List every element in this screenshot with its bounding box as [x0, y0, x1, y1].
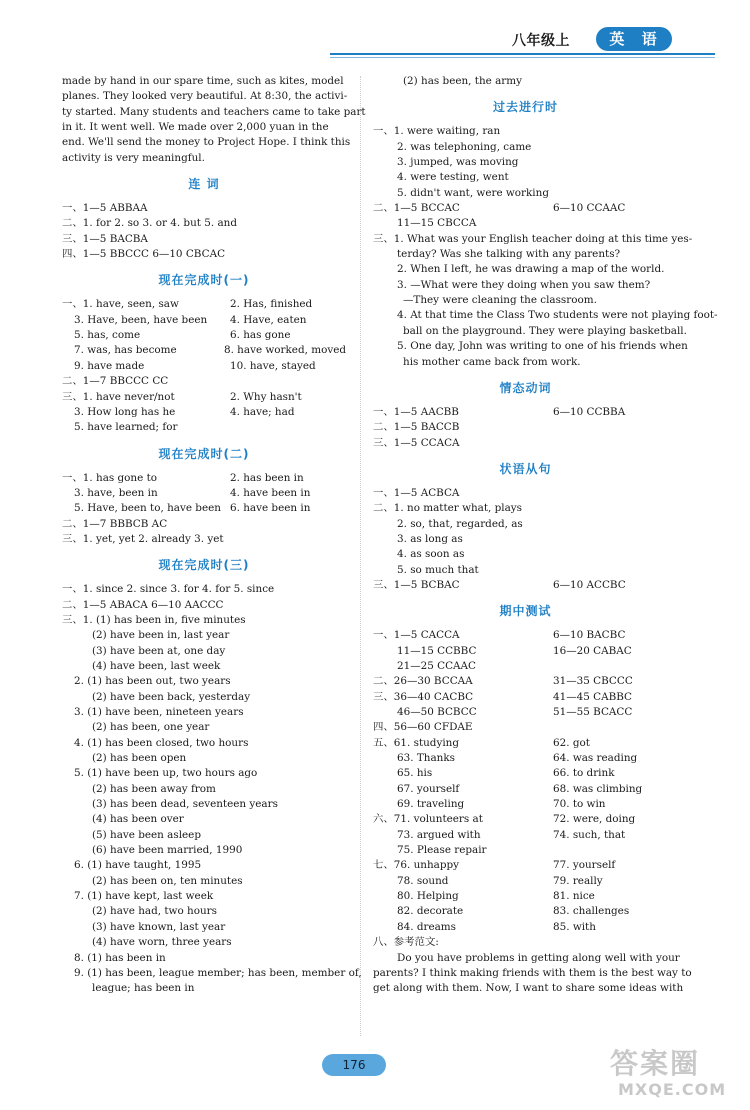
answer-cell: 3. have, been in [74, 486, 158, 499]
answer-row [62, 343, 346, 358]
answer-cell: 65. his [397, 767, 433, 780]
answer-cell: 67. yourself [397, 782, 460, 795]
midterm-test-answers [373, 628, 692, 996]
answer-line: 4. as soon as [397, 548, 465, 561]
section-title-present-perfect-3: 现在完成时(三) [158, 558, 250, 573]
answer-line: (3) have known, last year [92, 920, 226, 933]
answer-line: (6) have been married, 1990 [92, 844, 243, 857]
essay-line: ty started. Many students and teachers came to take part [62, 105, 366, 118]
answer-row [373, 674, 678, 689]
answer-cell: 一、1—5 CACCA [373, 629, 460, 642]
answer-line: 一、1. were waiting, ran [373, 125, 501, 138]
answer-row [62, 328, 346, 343]
answer-row [373, 828, 678, 843]
present-perfect-3-answers [62, 582, 362, 996]
answer-line: 4. At that time the Class Two students were not playing foot- [397, 309, 718, 322]
answer-cell: 4. have; had [230, 405, 295, 418]
answer-cell: 83. challenges [553, 905, 630, 918]
answer-cell: 七、76. unhappy [373, 859, 460, 872]
answer-cell: 6—10 ACCBC [553, 578, 626, 591]
answer-line: 5. One day, John was writing to one of his friends when [397, 340, 688, 353]
answer-line: 三、1—5 BACBA [62, 232, 148, 245]
watermark-logo [610, 1048, 745, 1106]
answer-row [373, 736, 678, 751]
answer-line: 三、1. What was your English teacher doing at this time yes- [373, 232, 693, 245]
grade-label: 八年级上 [512, 33, 570, 49]
answer-line: (2) has been open [92, 752, 187, 765]
adverbial-clauses-answers [373, 486, 678, 593]
answer-line: (2) has been away from [92, 782, 216, 795]
answer-row [62, 532, 346, 547]
answer-line: 2. was telephoning, came [397, 140, 532, 153]
essay-line: parents? I think making friends with them is the best way to [373, 966, 692, 979]
answer-cell: 5. Have, been to, have been [74, 502, 221, 515]
page-number: 176 [322, 1054, 386, 1076]
answer-row [373, 690, 678, 705]
answer-cell: 一、1. have, seen, saw [62, 298, 179, 311]
column-divider [360, 76, 361, 1036]
past-continuous-answers [373, 124, 718, 370]
answer-cell: 三、36—40 CACBC [373, 690, 474, 703]
section-title-midterm-test: 期中测试 [499, 604, 552, 619]
answer-cell: 2. Has, finished [230, 298, 313, 311]
section-title-modal-verbs: 情态动词 [499, 380, 552, 395]
answer-line: 5. didn't want, were working [397, 186, 549, 199]
answer-cell [553, 843, 678, 858]
essay-line: Do you have problems in getting along well with your [397, 951, 680, 964]
answer-cell: 11—15 CCBBC [397, 644, 477, 657]
answer-cell: 6. have been in [230, 502, 311, 515]
answer-cell: 三、1. have never/not [62, 390, 175, 403]
essay-line: activity is very meaningful. [62, 151, 205, 164]
answer-line: league; has been in [92, 982, 195, 995]
answer-row [62, 471, 346, 486]
answer-row [62, 420, 346, 435]
answer-row [62, 517, 346, 532]
answer-line: 三、1—5 CCACA [373, 436, 460, 449]
answer-row [373, 720, 678, 735]
answer-line: (3) has been dead, seventeen years [92, 798, 278, 811]
answer-line: (4) have been, last week [92, 659, 221, 672]
answer-cell: 78. sound [397, 874, 449, 887]
answer-cell: 41—45 CABBC [553, 690, 633, 703]
answer-line: 6. (1) have taught, 1995 [74, 859, 202, 872]
essay-line: get along with them. Now, I want to share some ideas with [373, 982, 684, 995]
answer-row [373, 628, 678, 643]
answer-cell: 72. were, doing [553, 813, 636, 826]
answer-line: (5) have been asleep [92, 828, 201, 841]
answer-cell: 6—10 CCAAC [553, 202, 626, 215]
answer-cell: 31—35 CBCCC [553, 675, 633, 688]
answer-line: (3) have been at, one day [92, 644, 226, 657]
answer-row [62, 374, 346, 389]
answer-cell: 5. have learned; for [74, 421, 178, 434]
answer-line: his mother came back from work. [403, 355, 581, 368]
answer-cell: 6. has gone [230, 329, 291, 342]
answer-cell: 74. such, that [553, 828, 626, 841]
answer-cell: 2. Why hasn't [230, 390, 302, 403]
watermark-text: 答案圈 [610, 1047, 701, 1080]
answer-cell: 62. got [553, 736, 590, 749]
answer-line: 4. were testing, went [397, 171, 509, 184]
answer-row [373, 751, 678, 766]
answer-line: 二、1. no matter what, plays [373, 502, 522, 515]
answer-cell: 9. have made [74, 359, 145, 372]
answer-line: 三、1. (1) has been in, five minutes [62, 613, 246, 626]
answer-cell: 6—10 CCBBA [553, 405, 626, 418]
answer-row [62, 359, 346, 374]
answer-cell: 二、1—7 BBCCC CC [62, 375, 169, 388]
answer-cell: 六、71. volunteers at [373, 813, 483, 826]
answer-cell: 68. was climbing [553, 782, 643, 795]
watermark-url: MXQE.COM [618, 1080, 727, 1099]
answer-cell: 46—50 BCBCC [397, 706, 477, 718]
answer-cell: 4. have been in [230, 486, 311, 499]
answer-line: (2) has been, one year [92, 721, 210, 734]
answer-line: 二、1. for 2. so 3. or 4. but 5. and [62, 217, 238, 230]
answer-cell: 21—25 CCAAC [397, 659, 476, 672]
answer-line: (4) have worn, three years [92, 936, 232, 949]
answer-row [373, 659, 678, 674]
answer-row [373, 797, 678, 812]
answer-cell: 二、1—7 BBBCB AC [62, 517, 168, 530]
answer-cell: 81. nice [553, 890, 595, 903]
answer-cell [230, 374, 346, 389]
answer-row [62, 405, 346, 420]
answer-line: (2) have been back, yesterday [92, 690, 251, 703]
answer-cell: 二、26—30 BCCAA [373, 675, 473, 688]
header-rule [330, 53, 715, 55]
answer-row [373, 858, 678, 873]
answer-cell: 五、61. studying [373, 736, 459, 749]
answer-line: 2. (1) has been out, two years [74, 675, 231, 688]
answer-cell: 一、1—5 AACBB [373, 405, 459, 418]
answer-line: 4. (1) has been closed, two hours [74, 736, 249, 749]
answer-row [373, 405, 678, 420]
essay-line: in it. It went well. We made over 2,000 yuan in the [62, 121, 329, 134]
answer-row [62, 390, 346, 405]
answer-cell: 10. have, stayed [230, 359, 316, 372]
answer-cell: 79. really [553, 874, 603, 887]
essay-label: 八、参考范文: [373, 936, 439, 949]
answer-cell: 5. has, come [74, 329, 141, 342]
page-header [0, 0, 750, 60]
answer-line: 一、1—5 ACBCA [373, 486, 460, 499]
answer-row [373, 766, 678, 781]
answer-row [373, 812, 678, 827]
answer-row [373, 578, 678, 593]
answer-row [373, 201, 678, 216]
answer-row [373, 843, 678, 858]
answer-line: 二、1—5 BACCB [373, 421, 460, 434]
present-perfect-2-answers [62, 471, 346, 548]
section-title-adverbial-clauses: 状语从句 [499, 461, 552, 476]
answer-line: 3. (1) have been, nineteen years [74, 706, 244, 718]
answer-cell: 三、1. yet, yet 2. already 3. yet [62, 532, 224, 545]
answer-cell: 77. yourself [553, 859, 616, 872]
present-perfect-1-answers [62, 297, 346, 435]
answer-cell [553, 720, 678, 735]
header-rule-thin [330, 57, 715, 58]
answer-cell: 3. Have, been, have been [74, 313, 208, 326]
answer-line: 5. so much that [397, 563, 479, 576]
left-column [62, 74, 366, 997]
answer-cell: 70. to win [553, 798, 606, 811]
answer-cell: 四、56—60 CFDAE [373, 721, 473, 734]
answer-line: (2) has been on, ten minutes [92, 874, 243, 887]
answer-row [373, 904, 678, 919]
answer-cell [230, 517, 346, 532]
answer-cell: 二、1—5 BCCAC [373, 202, 460, 215]
answer-cell: 82. decorate [397, 905, 464, 918]
answer-cell: 3. How long has he [74, 405, 176, 418]
section-title-present-perfect-1: 现在完成时(一) [158, 273, 250, 288]
answer-line: 7. (1) have kept, last week [74, 890, 214, 903]
section-title-past-continuous: 过去进行时 [492, 100, 558, 115]
answer-line: 一、1—5 ABBAA [62, 202, 148, 215]
answer-cell: 85. with [553, 920, 596, 933]
modal-verbs-answers [373, 405, 678, 451]
answer-cell: 7. was, has become [74, 344, 177, 357]
answer-line: (2) has been, the army [403, 75, 522, 87]
answer-cell: 51—55 BCACC [553, 706, 633, 718]
answer-cell: 80. Helping [397, 890, 459, 903]
answer-cell: 8. have worked, moved [223, 344, 346, 357]
answer-cell: 2. has been in [230, 471, 304, 484]
answer-row [373, 705, 678, 720]
answer-line: (2) have had, two hours [92, 905, 217, 918]
right-column [373, 74, 718, 997]
answer-cell: 64. was reading [553, 752, 638, 765]
answer-line: 9. (1) has been, league member; has been, member of, [74, 966, 362, 979]
answer-cell [230, 420, 346, 435]
answer-line: 8. (1) has been in [74, 951, 166, 964]
answer-cell: 一、1. has gone to [62, 471, 158, 484]
answer-row [62, 501, 346, 516]
answer-cell: 63. Thanks [397, 752, 455, 765]
section-title-present-perfect-2: 现在完成时(二) [158, 446, 250, 461]
subject-badge: 英 语 [596, 27, 672, 51]
answer-row [373, 644, 678, 659]
answer-cell: 4. Have, eaten [230, 313, 307, 326]
answer-line: 一、1. since 2. since 3. for 4. for 5. since [62, 583, 275, 596]
essay-line: end. We'll send the money to Project Hope. I think this [62, 136, 351, 149]
answer-cell: 69. traveling [397, 798, 465, 811]
answer-cell: 三、1—5 BCBAC [373, 578, 460, 591]
answer-cell: 75. Please repair [397, 844, 487, 857]
answer-line: 二、1—5 ABACA 6—10 AACCC [62, 598, 224, 611]
answer-line: (2) have been in, last year [92, 629, 230, 642]
answer-line: ball on the playground. They were playing basketball. [403, 324, 687, 337]
answer-cell [553, 659, 678, 674]
answer-line: 3. as long as [397, 532, 463, 545]
answer-row [373, 782, 678, 797]
answer-row [62, 486, 346, 501]
answer-cell: 73. argued with [397, 828, 481, 841]
answer-line: 3. —What were they doing when you saw them? [397, 278, 651, 291]
answer-cell: 66. to drink [553, 767, 615, 780]
answer-cell: 6—10 BACBC [553, 629, 626, 642]
answer-row [373, 889, 678, 904]
answer-row [373, 920, 678, 935]
answer-line: 2. so, that, regarded, as [397, 517, 523, 530]
answer-row [373, 874, 678, 889]
answer-line: (4) has been over [92, 813, 184, 826]
essay-line: made by hand in our spare time, such as kites, model [62, 75, 344, 87]
conjunctions-answers [62, 201, 346, 262]
answer-line: 5. (1) have been up, two hours ago [74, 767, 258, 780]
answer-line: —They were cleaning the classroom. [403, 294, 597, 307]
answer-line: 11—15 CBCCA [397, 217, 477, 230]
answer-line: 四、1—5 BBCCC 6—10 CBCAC [62, 248, 226, 261]
answer-cell: 16—20 CABAC [553, 644, 632, 657]
answer-line: terday? Was she talking with any parents? [397, 248, 621, 261]
answer-row [62, 313, 346, 328]
section-title-conjunctions: 连 词 [188, 177, 220, 192]
answer-row [62, 297, 346, 312]
answer-cell: 84. dreams [397, 920, 456, 933]
answer-line: 3. jumped, was moving [397, 156, 519, 169]
essay-line: planes. They looked very beautiful. At 8:30, the activi- [62, 90, 348, 103]
answer-line: 2. When I left, he was drawing a map of the world. [397, 263, 665, 276]
essay-continuation [62, 74, 366, 166]
